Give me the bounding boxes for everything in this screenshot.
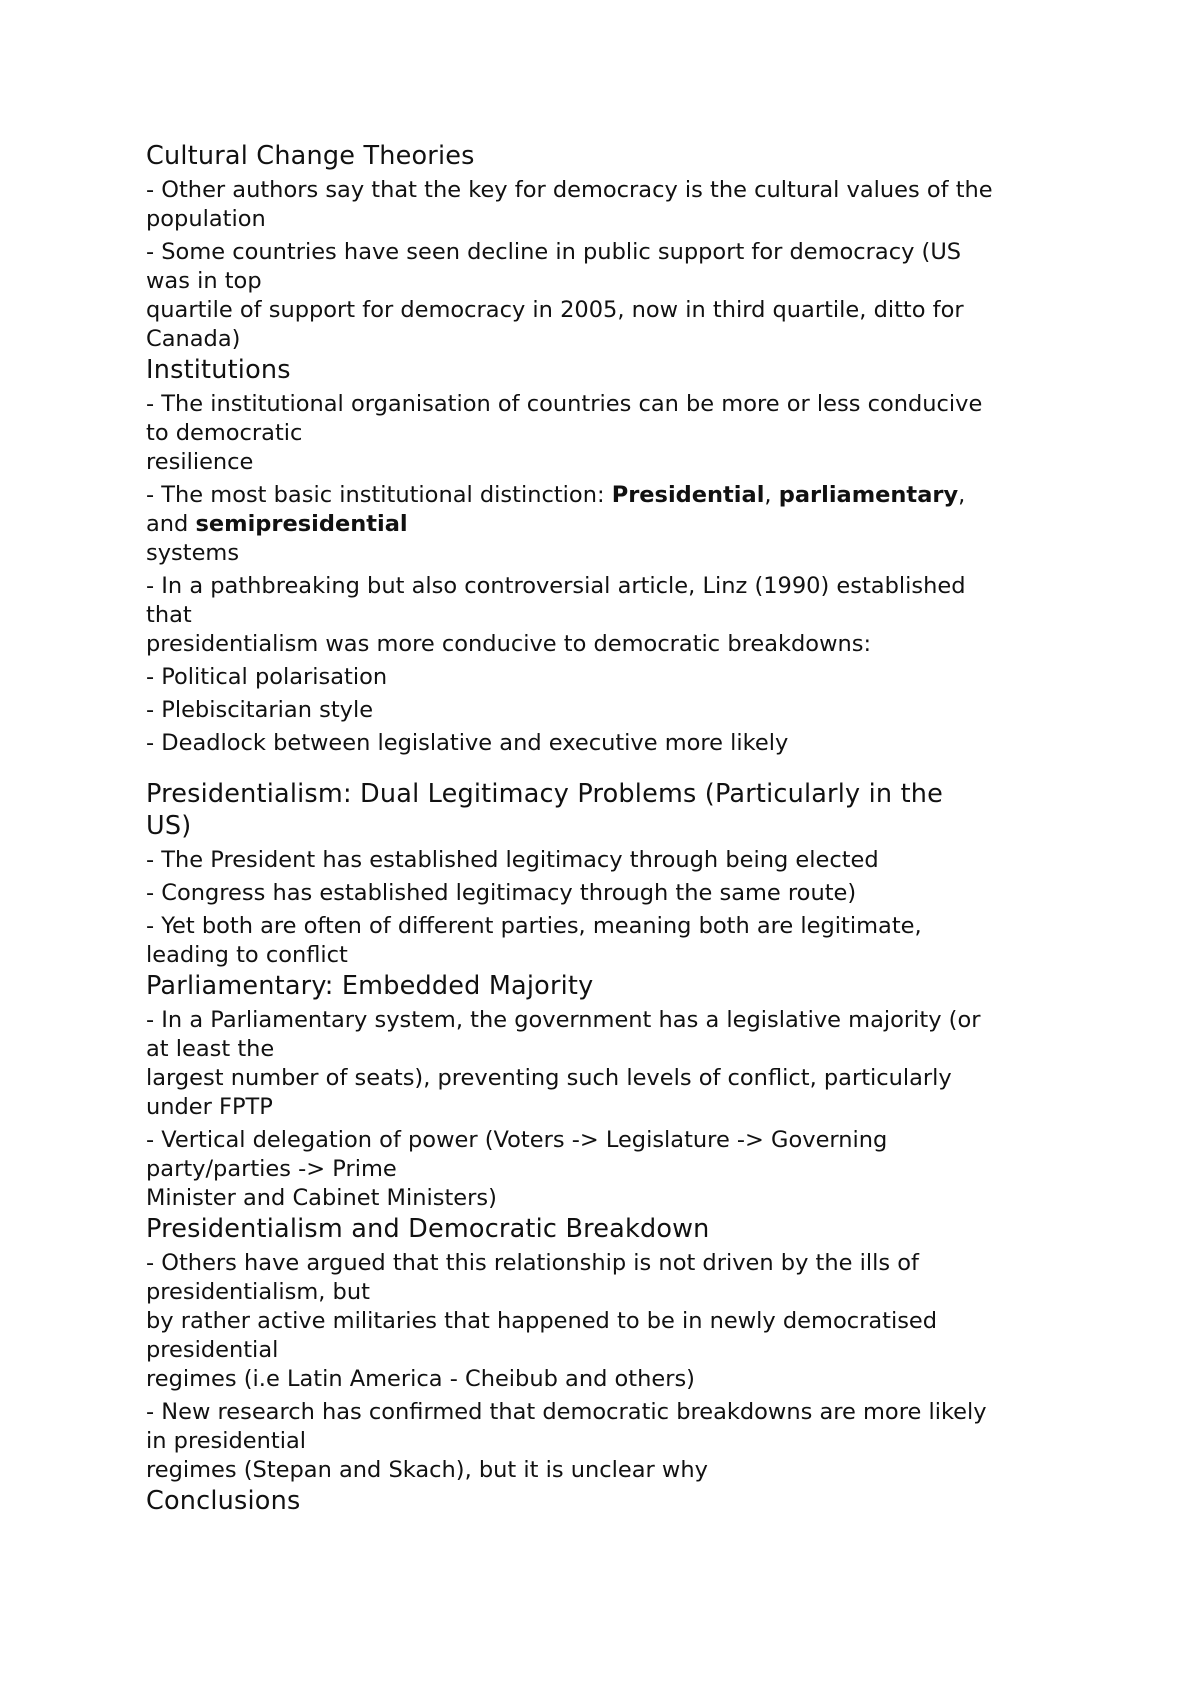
section-democratic-breakdown	[146, 1213, 1076, 1485]
section-cultural-change	[146, 140, 1076, 354]
term-semipresidential: semipresidential	[195, 511, 408, 537]
paragraph-line: at least the	[146, 1036, 275, 1062]
paragraph-line: that	[146, 602, 192, 628]
paragraph-line: regimes (Stepan and Skach), but it is unclear why	[146, 1457, 708, 1483]
paragraph-line: Minister and Cabinet Ministers)	[146, 1185, 497, 1211]
paragraph-line: Canada)	[146, 326, 241, 352]
paragraph-line: under FPTP	[146, 1094, 273, 1120]
paragraph-line: - Political polarisation	[146, 664, 388, 690]
and-text: and	[146, 511, 196, 537]
section-heading: Institutions	[146, 355, 291, 385]
distinction-line-2	[146, 510, 1076, 539]
paragraph-line: resilience	[146, 449, 254, 475]
term-parliamentary: parliamentary	[778, 482, 959, 508]
distinction-prefix: - The most basic institutional distinction:	[146, 482, 612, 508]
paragraph-line: - Yet both are often of different parties, meaning both are legitimate,	[146, 913, 922, 939]
paragraph-line: - Plebiscitarian style	[146, 697, 374, 723]
paragraph-line: - Congress has established legitimacy through the same route)	[146, 880, 857, 906]
paragraph-line: - New research has confirmed that democratic breakdowns are more likely	[146, 1399, 987, 1425]
paragraph-line: - The institutional organisation of countries can be more or less conducive	[146, 391, 983, 417]
paragraph-line: - Some countries have seen decline in public support for democracy (US	[146, 239, 962, 265]
paragraph-line: was in top	[146, 268, 262, 294]
paragraph-line: party/parties -> Prime	[146, 1156, 397, 1182]
section-heading: Presidentialism: Dual Legitimacy Problems (Particularly in the	[146, 779, 944, 809]
paragraph-line: systems	[146, 540, 240, 566]
paragraph-line: - Deadlock between legislative and executive more likely	[146, 730, 789, 756]
section-heading: Cultural Change Theories	[146, 141, 475, 171]
paragraph-line: - The President has established legitimacy through being elected	[146, 847, 879, 873]
paragraph-line: in presidential	[146, 1428, 307, 1454]
section-conclusions	[146, 1485, 1076, 1517]
distinction-line	[146, 481, 1076, 510]
paragraph-line: - Vertical delegation of power (Voters -> Legislature -> Governing	[146, 1127, 888, 1153]
paragraph-line: quartile of support for democracy in 2005, now in third quartile, ditto for	[146, 297, 964, 323]
paragraph-line: population	[146, 206, 266, 232]
paragraph-line: to democratic	[146, 420, 303, 446]
paragraph-line: - In a pathbreaking but also controversial article, Linz (1990) established	[146, 573, 966, 599]
section-embedded-majority	[146, 970, 1076, 1213]
paragraph-line: - Others have argued that this relationship is not driven by the ills of	[146, 1250, 919, 1276]
term-presidential: Presidential	[611, 482, 765, 508]
section-heading-cont: US)	[146, 811, 192, 841]
section-heading: Presidentialism and Democratic Breakdown	[146, 1214, 710, 1244]
section-institutions	[146, 354, 1076, 758]
paragraph-line: by rather active militaries that happened to be in newly democratised	[146, 1308, 938, 1334]
section-heading: Parliamentary: Embedded Majority	[146, 971, 594, 1001]
separator: ,	[958, 482, 966, 508]
separator: ,	[764, 482, 779, 508]
paragraph-line: - In a Parliamentary system, the government has a legislative majority (or	[146, 1007, 981, 1033]
paragraph-line: largest number of seats), preventing such levels of conflict, particularly	[146, 1065, 952, 1091]
paragraph-line: - Other authors say that the key for democracy is the cultural values of the	[146, 177, 993, 203]
section-heading: Conclusions	[146, 1486, 301, 1516]
paragraph-line: leading to conflict	[146, 942, 348, 968]
paragraph-line: presidentialism was more conducive to democratic breakdowns:	[146, 631, 872, 657]
document-body	[146, 140, 1076, 1517]
paragraph-line: presidential	[146, 1337, 279, 1363]
section-dual-legitimacy	[146, 778, 1076, 970]
paragraph-line: presidentialism, but	[146, 1279, 370, 1305]
paragraph-line: regimes (i.e Latin America - Cheibub and others)	[146, 1366, 695, 1392]
